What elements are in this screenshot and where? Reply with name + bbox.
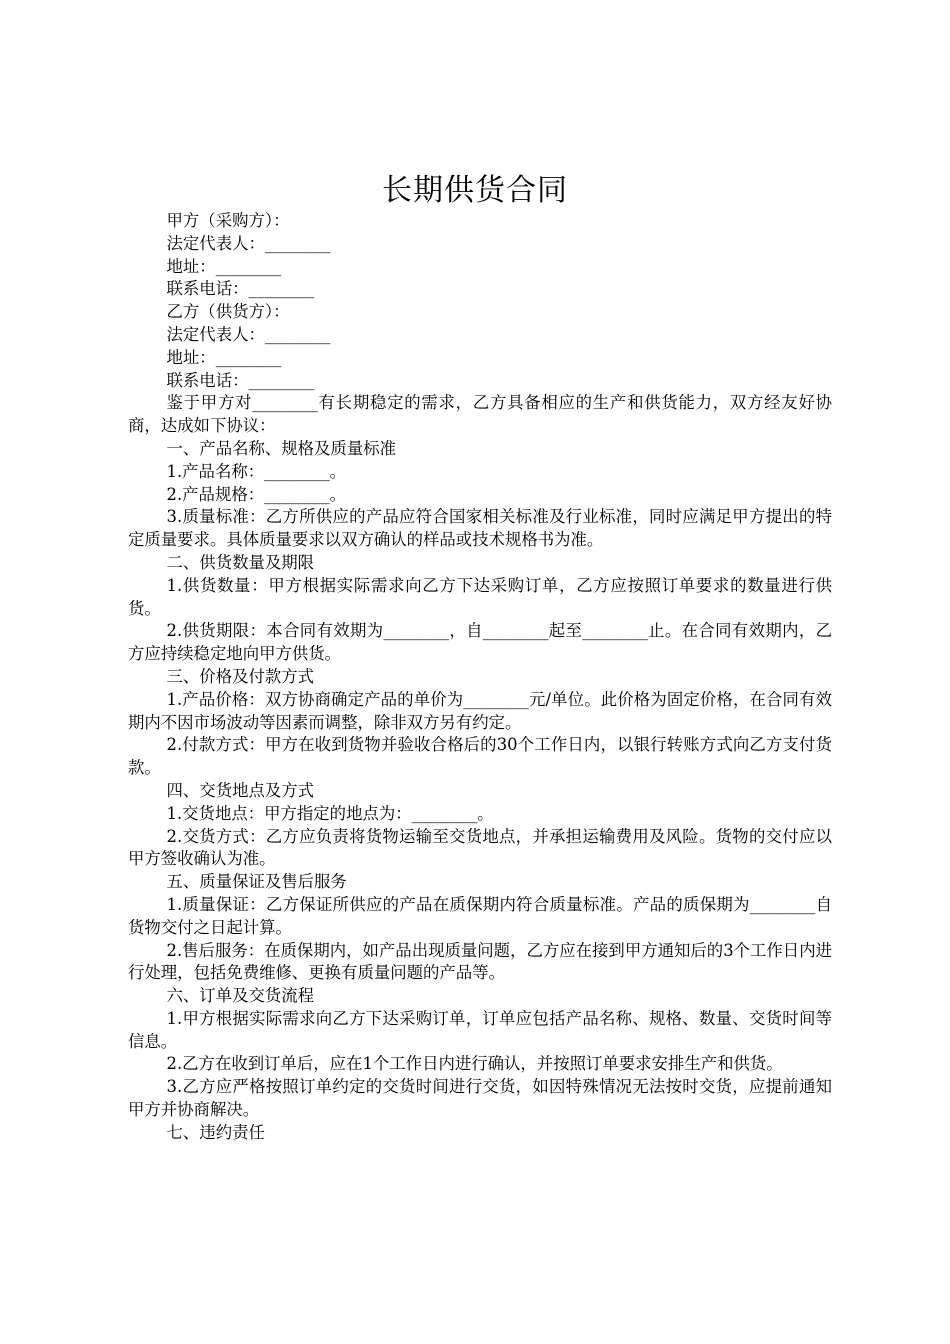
section-2-item-1: 1.供货数量：甲方根据实际需求向乙方下达采购订单，乙方应按照订单要求的数量进行供货。 <box>128 575 832 618</box>
section-2-item-2: 2.供货期限：本合同有效期为________，自________起至________止。在合同有效期内，乙方应持续稳定地向甲方供货。 <box>128 621 832 664</box>
section-heading-1: 一、产品名称、规格及质量标准 <box>166 438 396 458</box>
section-1-item-1: 1.产品名称：________。 <box>166 461 347 481</box>
party-b-phone: 联系电话：________ <box>166 370 315 390</box>
section-heading-3: 三、价格及付款方式 <box>166 666 315 686</box>
section-6-item-1: 1.甲方根据实际需求向乙方下达采购订单，订单应包括产品名称、规格、数量、交货时间等信息。 <box>128 1008 832 1051</box>
section-heading-6: 六、订单及交货流程 <box>166 986 315 1006</box>
section-6-item-2: 2.乙方在收到订单后，应在1个工作日内进行确认，并按照订单要求安排生产和供货。 <box>166 1054 783 1074</box>
document-title: 长期供货合同 <box>382 173 568 208</box>
section-3-item-1: 1.产品价格：双方协商确定产品的单价为________元/单位。此价格为固定价格，在合同有效期内不因市场波动等因素而调整，除非双方另有约定。 <box>128 689 832 732</box>
section-4-item-1: 1.交货地点：甲方指定的地点为：________。 <box>166 803 494 823</box>
party-a-representative: 法定代表人：________ <box>166 233 331 253</box>
section-6-item-3: 3.乙方应严格按照订单约定的交货时间进行交货，如因特殊情况无法按时交货，应提前通知甲方并协商解决。 <box>128 1077 832 1120</box>
document-body <box>128 210 832 1145</box>
section-3-item-2: 2.付款方式：甲方在收到货物并验收合格后的30个工作日内，以银行转账方式向乙方支付货款。 <box>128 735 832 778</box>
section-1-item-2: 2.产品规格：________。 <box>166 484 347 504</box>
party-a-address: 地址：________ <box>166 256 282 276</box>
section-heading-7: 七、违约责任 <box>166 1122 265 1142</box>
party-b-heading: 乙方（供货方）： <box>166 302 290 322</box>
party-b-representative: 法定代表人：________ <box>166 324 331 344</box>
section-heading-4: 四、交货地点及方式 <box>166 780 315 800</box>
party-b-address: 地址：________ <box>166 347 282 367</box>
section-5-item-1: 1.质量保证：乙方保证所供应的产品在质保期内符合质量标准。产品的质保期为________自货物交付之日起计算。 <box>128 894 832 937</box>
preamble-paragraph: 鉴于甲方对________有长期稳定的需求，乙方具备相应的生产和供货能力，双方经友好协商，达成如下协议： <box>128 393 832 436</box>
party-a-heading: 甲方（采购方）： <box>166 211 290 230</box>
section-heading-2: 二、供货数量及期限 <box>166 552 315 572</box>
section-heading-5: 五、质量保证及售后服务 <box>166 872 347 892</box>
section-5-item-2: 2.售后服务：在质保期内，如产品出现质量问题，乙方应在接到甲方通知后的3个工作日内进行处理，包括免费维修、更换有质量问题的产品等。 <box>128 940 832 983</box>
section-1-item-3: 3.质量标准：乙方所供应的产品应符合国家相关标准及行业标准，同时应满足甲方提出的特定质量要求。具体质量要求以双方确认的样品或技术规格书为准。 <box>128 507 832 550</box>
section-4-item-2: 2.交货方式：乙方应负责将货物运输至交货地点，并承担运输费用及风险。货物的交付应以甲方签收确认为准。 <box>128 826 832 869</box>
party-a-phone: 联系电话：________ <box>166 279 315 299</box>
